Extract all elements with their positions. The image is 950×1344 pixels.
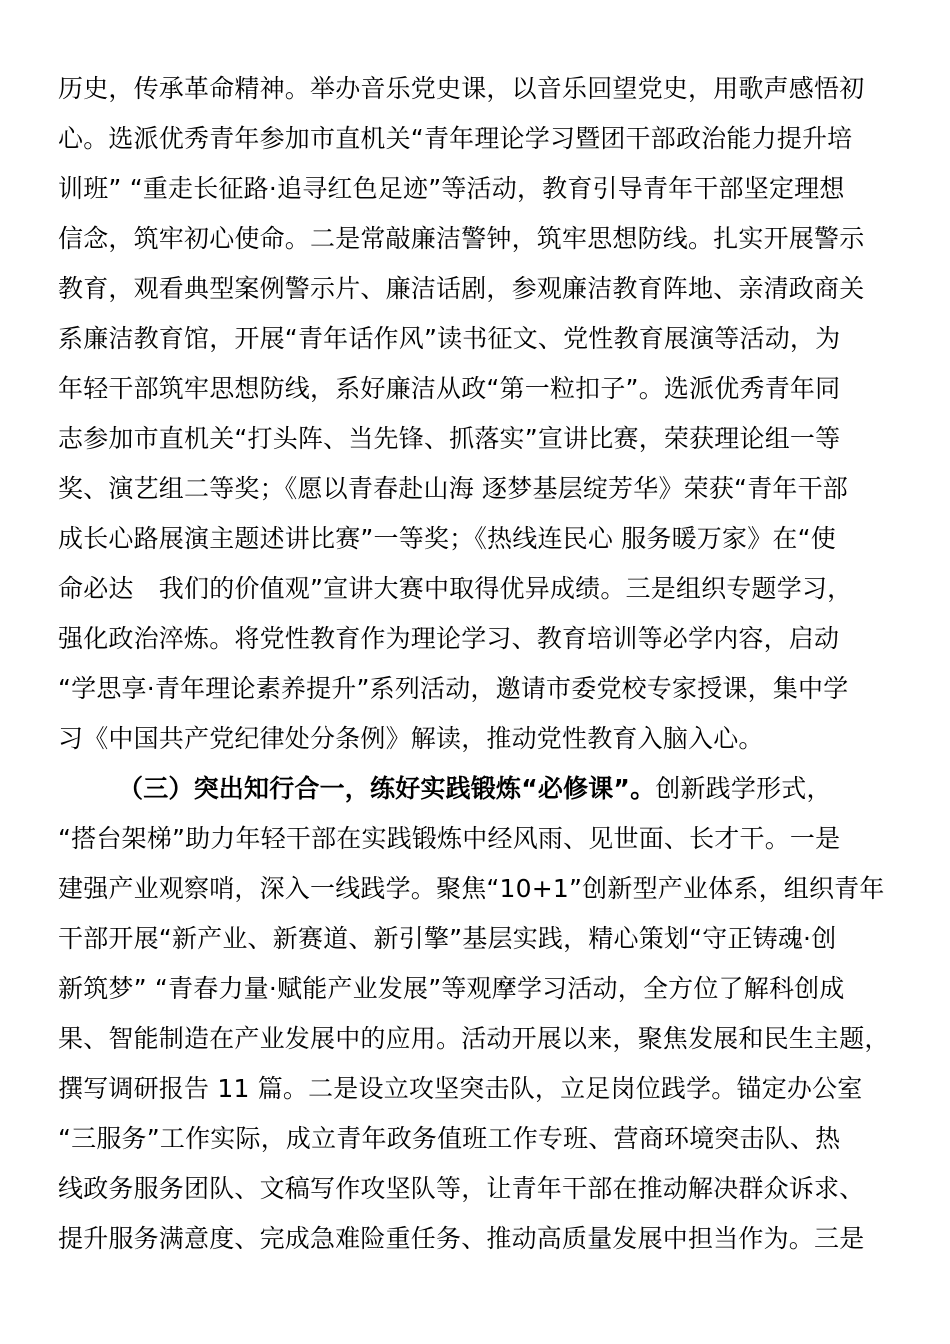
text-line [58, 514, 890, 564]
text-line [58, 1064, 890, 1114]
document-page [58, 64, 890, 1264]
text-line [58, 664, 890, 714]
text-line [58, 114, 890, 164]
line-text: 新筑梦” “青春力量·赋能产业发展”等观摩学习活动，全方位了解科创成 [58, 974, 845, 1003]
text-line [58, 464, 890, 514]
text-line [58, 1114, 890, 1164]
line-text: 创新践学形式， [655, 774, 832, 803]
line-text: 系廉洁教育馆，开展“青年话作风”读书征文、党性教育展演等活动，为 [58, 324, 841, 353]
text-line [58, 714, 890, 764]
text-line [58, 814, 890, 864]
text-line [58, 1214, 890, 1264]
line-text: 线政务服务团队、文稿写作攻坚队等，让青年干部在推动解决群众诉求、 [58, 1174, 865, 1203]
text-line [58, 914, 890, 964]
line-text: 强化政治淬炼。将党性教育作为理论学习、教育培训等必学内容，启动 [58, 624, 840, 653]
text-line [58, 1164, 890, 1214]
section-heading-line [58, 764, 890, 814]
text-line [58, 364, 890, 414]
line-text: 信念，筑牢初心使命。二是常敲廉洁警钟，筑牢思想防线。扎实开展警示 [58, 224, 865, 253]
line-text: 教育，观看典型案例警示片、廉洁话剧，参观廉洁教育阵地、亲清政商关 [58, 274, 865, 303]
text-line [58, 564, 890, 614]
text-line [58, 964, 890, 1014]
text-line [58, 1014, 890, 1064]
line-text: 训班” “重走长征路·追寻红色足迹”等活动，教育引导青年干部坚定理想 [58, 174, 845, 203]
text-line [58, 164, 890, 214]
text-line [58, 414, 890, 464]
line-text: 撰写调研报告 11 篇。二是设立攻坚突击队，立足岗位践学。锚定办公室 [58, 1074, 863, 1103]
line-text: 成长心路展演主题述讲比赛”一等奖；《热线连民心 服务暖万家》在“使 [58, 524, 836, 553]
text-line [58, 864, 890, 914]
line-text: 年轻干部筑牢思想防线，系好廉洁从政“第一粒扣子”。选派优秀青年同 [58, 374, 841, 403]
text-line [58, 314, 890, 364]
text-line [58, 64, 890, 114]
line-text: “搭台架梯”助力年轻干部在实践锻炼中经风雨、见世面、长才干。一是 [58, 824, 841, 853]
line-text: “学思享·青年理论素养提升”系列活动，邀请市委党校专家授课，集中学 [58, 674, 849, 703]
line-text: 历史，传承革命精神。举办音乐党史课，以音乐回望党史，用歌声感悟初 [58, 74, 865, 103]
line-text: “三服务”工作实际，成立青年政务值班工作专班、营商环境突击队、热 [58, 1124, 841, 1153]
line-text: 提升服务满意度、完成急难险重任务、推动高质量发展中担当作为。三是 [58, 1224, 865, 1253]
line-text: 志参加市直机关“打头阵、当先锋、抓落实”宣讲比赛，荣获理论组一等 [58, 424, 841, 453]
line-text: 心。选派优秀青年参加市直机关“青年理论学习暨团干部政治能力提升培 [58, 124, 853, 153]
line-text: 果、智能制造在产业发展中的应用。活动开展以来，聚焦发展和民生主题， [58, 1024, 890, 1053]
line-text: 习《中国共产党纪律处分条例》解读，推动党性教育入脑入心。 [58, 724, 764, 753]
line-text: 命必达 我们的价值观”宣讲大赛中取得优异成绩。三是组织专题学习， [58, 574, 853, 603]
section-heading: （三）突出知行合一，练好实践锻炼“必修课”。 [118, 774, 656, 803]
text-line [58, 214, 890, 264]
text-line [58, 264, 890, 314]
line-text: 建强产业观察哨，深入一线践学。聚焦“10+1”创新型产业体系，组织青年 [58, 874, 885, 903]
text-line [58, 614, 890, 664]
line-text: 干部开展“新产业、新赛道、新引擎”基层实践，精心策划“守正铸魂·创 [58, 924, 837, 953]
line-text: 奖、演艺组二等奖；《愿以青春赴山海 逐梦基层绽芳华》荣获“青年干部 [58, 474, 849, 503]
